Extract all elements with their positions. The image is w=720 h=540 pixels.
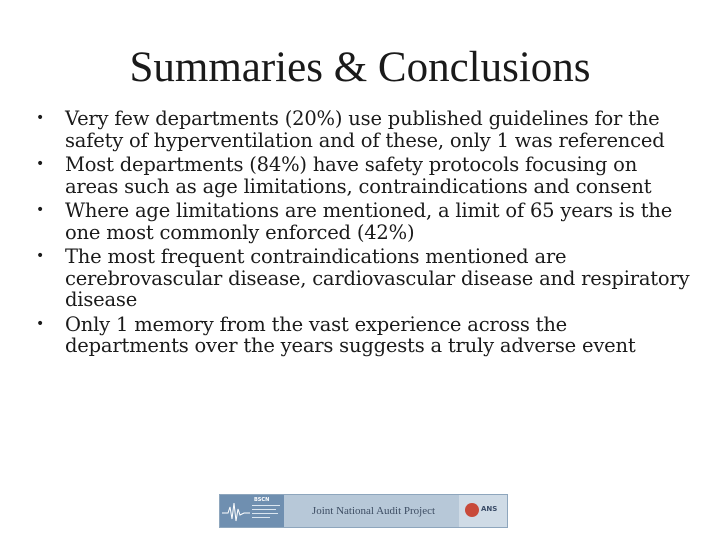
bullet-text: Very few departments (20%) use published guidelines for the safety of hyperventilation and of these, only 1 was referenced [65, 107, 665, 152]
bscn-logo [220, 495, 284, 527]
bullet-item [36, 314, 696, 357]
bullet-icon: • [36, 110, 45, 126]
ans-logo [459, 495, 507, 527]
bullet-item [36, 108, 696, 151]
bullet-icon: • [36, 315, 45, 332]
bullet-icon: • [36, 202, 45, 218]
bullet-icon: • [36, 156, 45, 172]
bullet-item [36, 246, 696, 311]
audit-project-title: Joint National Audit Project [311, 505, 436, 517]
bullet-text: The most frequent contraindications mentioned are cerebrovascular disease, cardiovascular disease and respiratory disease [65, 245, 690, 311]
bullet-text: Only 1 memory from the vast experience across the departments over the years suggests a truly adverse event [65, 312, 636, 357]
audit-logo-banner [219, 494, 508, 528]
bullet-text: Where age limitations are mentioned, a limit of 65 years is the one most commonly enforced (42%) [65, 199, 673, 244]
bullet-item [36, 154, 696, 197]
bullet-list [36, 108, 696, 360]
bullet-item [36, 200, 696, 243]
slide-title: Summaries & Conclusions [129, 44, 591, 91]
bullet-text: Most departments (84%) have safety protocols focusing on areas such as age limitations, contraindications and consent [65, 153, 652, 198]
ans-label: ANS [481, 505, 498, 513]
eeg-wave-icon [220, 495, 284, 527]
bullet-icon: • [36, 248, 45, 264]
bscn-label: BSCN [254, 497, 270, 503]
ans-badge-icon [465, 503, 479, 517]
